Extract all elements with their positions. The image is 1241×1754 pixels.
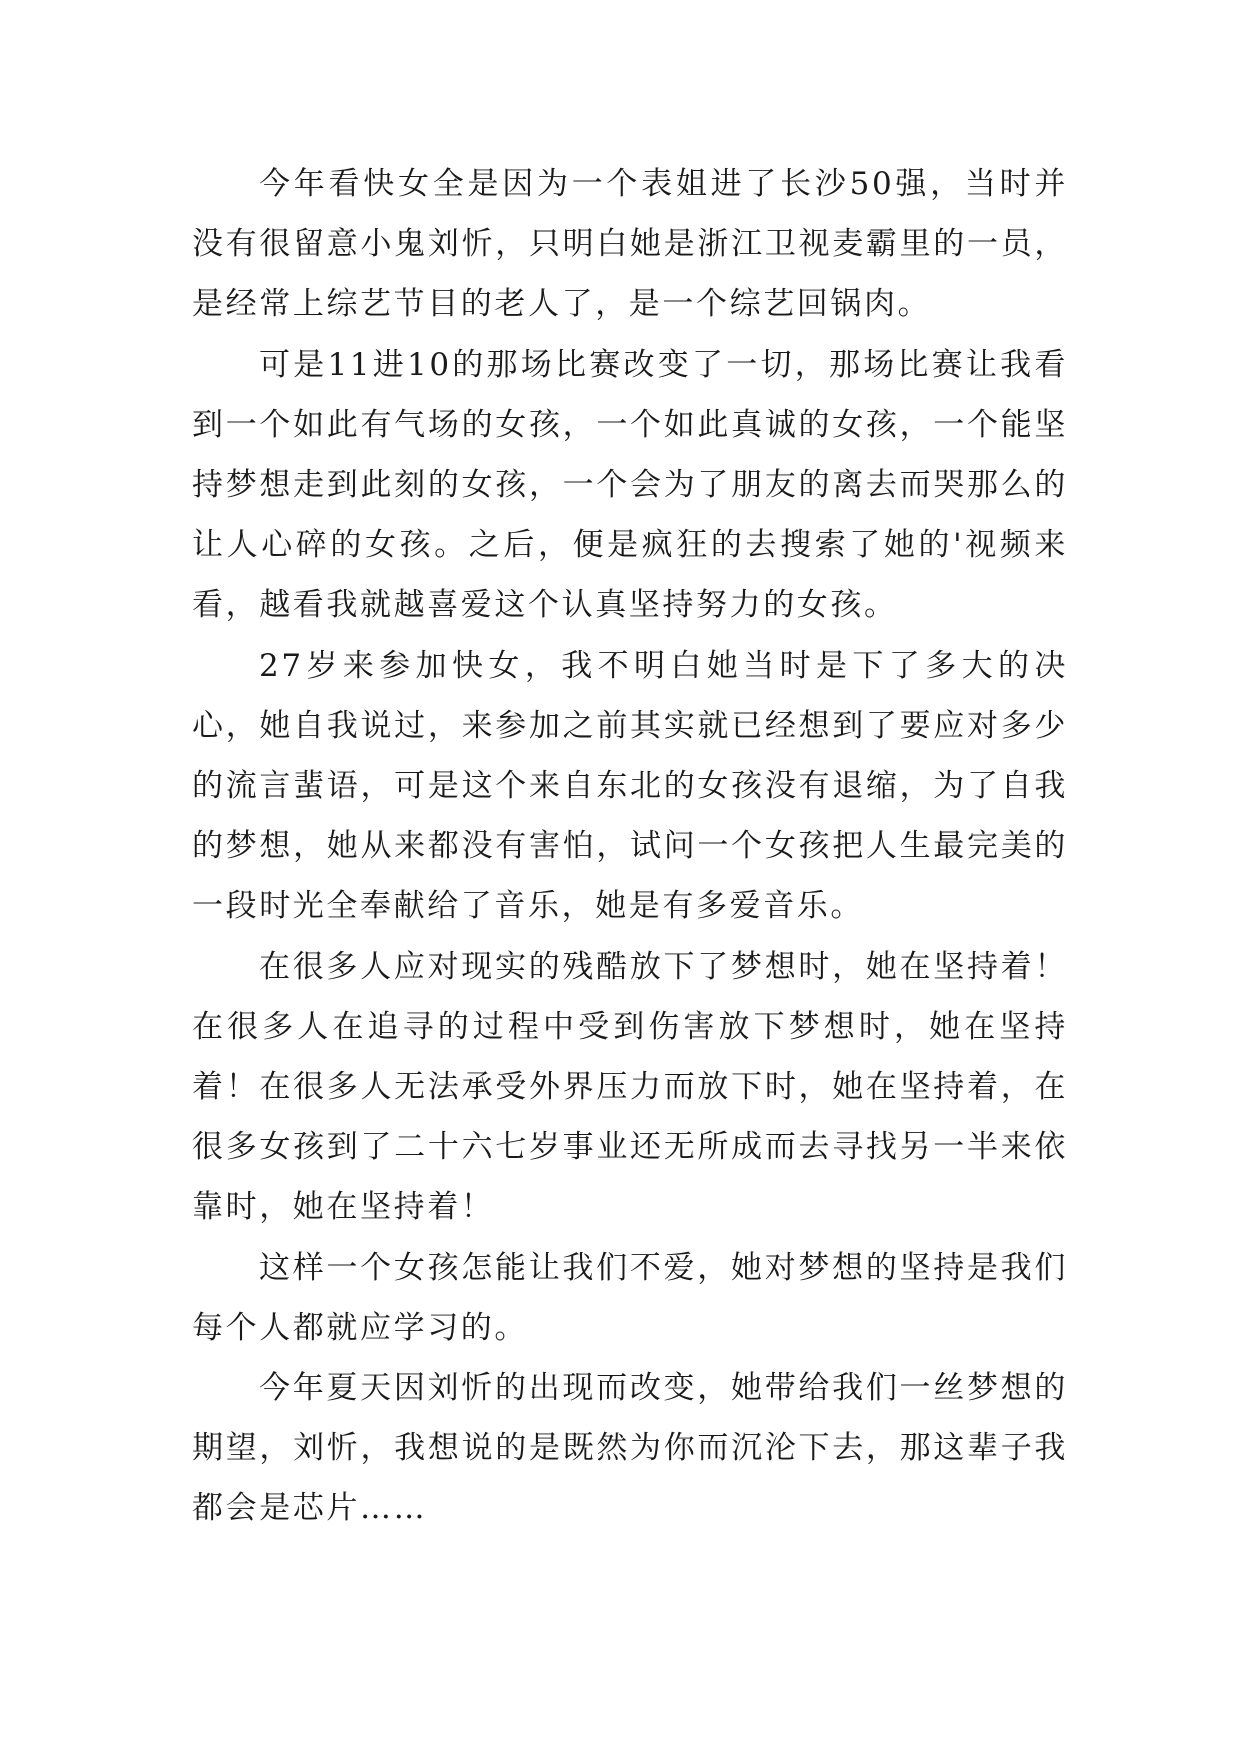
document-body <box>192 154 1068 1539</box>
paragraph-1: 今年看快女全是因为一个表姐进了长沙50强，当时并没有很留意小鬼刘忻，只明白她是浙江卫视麦霸里的一员，是经常上综艺节目的老人了，是一个综艺回锅肉。 <box>192 166 1068 323</box>
paragraph-5: 这样一个女孩怎能让我们不爱，她对梦想的坚持是我们每个人都就应学习的。 <box>192 1249 1068 1346</box>
paragraph-4: 在很多人应对现实的残酷放下了梦想时，她在坚持着！在很多人在追寻的过程中受到伤害放下梦想时，她在坚持着！在很多人无法承受外界压力而放下时，她在坚持着，在很多女孩到了二十六七岁事业还无所成而去寻找另一半来依靠时，她在坚持着！ <box>192 948 1068 1226</box>
paragraph-6: 今年夏天因刘忻的出现而改变，她带给我们一丝梦想的期望，刘忻，我想说的是既然为你而沉沦下去，那这辈子我都会是芯片…… <box>192 1370 1068 1527</box>
paragraph-3: 27岁来参加快女，我不明白她当时是下了多大的决心，她自我说过，来参加之前其实就已经想到了要应对多少的流言蜚语，可是这个来自东北的女孩没有退缩，为了自我的梦想，她从来都没有害怕，试问一个女孩把人生最完美的一段时光全奉献给了音乐，她是有多爱音乐。 <box>192 647 1068 925</box>
paragraph-2: 可是11进10的那场比赛改变了一切，那场比赛让我看到一个如此有气场的女孩，一个如此真诚的女孩，一个能坚持梦想走到此刻的女孩，一个会为了朋友的离去而哭那么的让人心碎的女孩。之后，便是疯狂的去搜索了她的'视频来看，越看我就越喜爱这个认真坚持努力的女孩。 <box>192 346 1068 624</box>
